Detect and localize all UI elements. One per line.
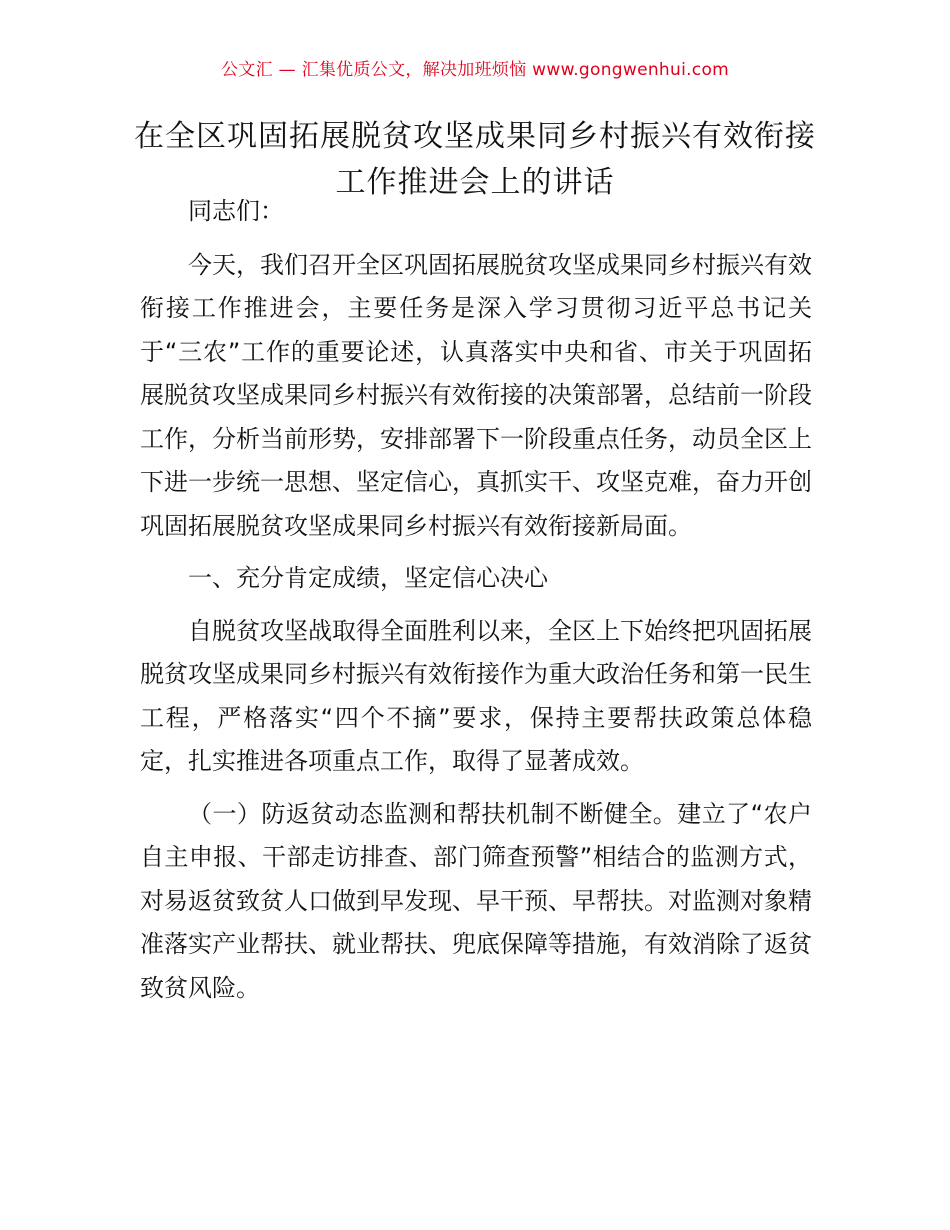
paragraph-monitoring: （一）防返贫动态监测和帮扶机制不断健全。建立了“农户自主申报、干部走访排查、部门筛查预警”相结合的监测方式，对易返贫致贫人口做到早发现、早干预、早帮扶。对监测对象精准落实产业帮扶、就业帮扶、兜底保障等措施，有效消除了返贫致贫风险。: [140, 799, 812, 1002]
paragraph-intro: 今天，我们召开全区巩固拓展脱贫攻坚成果同乡村振兴有效衔接工作推进会，主要任务是深入学习贯彻习近平总书记关于“三农”工作的重要论述，认真落实中央和省、市关于巩固拓展脱贫攻坚成果同乡村振兴有效衔接的决策部署，总结前一阶段工作，分析当前形势，安排部署下一阶段重点任务，动员全区上下进一步统一思想、坚定信心，真抓实干、攻坚克难，奋力开创巩固拓展脱贫攻坚成果同乡村振兴有效衔接新局面。: [140, 250, 812, 540]
document-title: 在全区巩固拓展脱贫攻坚成果同乡村振兴有效衔接工作推进会上的讲话: [134, 119, 816, 200]
paragraph-achievements: 自脱贫攻坚战取得全面胜利以来，全区上下始终把巩固拓展脱贫攻坚成果同乡村振兴有效衔接作为重大政治任务和第一民生工程，严格落实“四个不摘”要求，保持主要帮扶政策总体稳定，扎实推进各项重点工作，取得了显著成效。: [140, 616, 812, 775]
salutation: 同志们：: [188, 197, 284, 225]
section-heading-1: 一、充分肯定成绩，坚定信心决心: [188, 564, 548, 592]
site-banner: 公文汇 — 汇集优质公文，解决加班烦恼 www.gongwenhui.com: [220, 60, 730, 80]
document-body: [140, 190, 812, 1010]
